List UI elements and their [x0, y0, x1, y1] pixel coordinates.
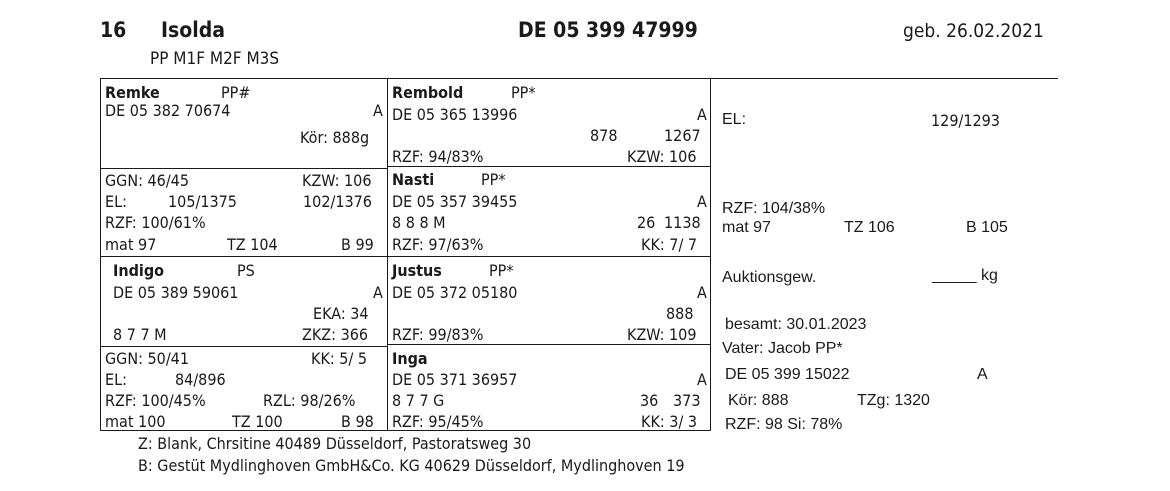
dam-dam-kk: KK: 3/ 3: [641, 412, 698, 431]
sire-ggn: GGN: 46/45: [105, 171, 189, 190]
breeder-line: Z: Blank, Chrsitine 40489 Düsseldorf, Pastoratsweg 30: [138, 434, 532, 453]
sire-mat: mat 97: [105, 235, 157, 254]
dam-tag: PS: [237, 261, 255, 280]
dam-el: 84/896: [175, 370, 226, 389]
sire-b: B 99: [341, 235, 374, 254]
dam-b: B 98: [341, 412, 374, 431]
dam-rzf: RZF: 100/45%: [105, 391, 206, 410]
sire-dam-name: Nasti: [392, 170, 435, 189]
sire-name: Remke: [105, 83, 160, 102]
dam-split-rule: [387, 344, 711, 345]
pregnancy-sire-tzg: TZg: 1320: [857, 392, 930, 409]
auction-weight-label: Auktionsgew.: [722, 269, 817, 286]
dam-rzl: RZL: 98/26%: [263, 391, 356, 410]
dam-dam-rzf: RZF: 95/45%: [392, 412, 484, 431]
sire-grade: A: [373, 101, 383, 120]
dam-sire-grade: A: [697, 283, 707, 302]
sire-reg: DE 05 382 70674: [105, 101, 231, 120]
sire-sire-n1: 878: [590, 126, 618, 145]
insemination-date: besamt: 30.01.2023: [725, 316, 867, 333]
dam-dam-grade: A: [697, 370, 707, 389]
sire-info-rule: [100, 168, 387, 169]
sire-dam-n2: 1138: [664, 213, 701, 232]
sire-sire-name: Rembold: [392, 83, 464, 102]
sire-tag: PP#: [221, 83, 251, 102]
sire-dam-n1: 26: [637, 213, 656, 232]
summary-mat: mat 97: [722, 219, 771, 236]
dam-dam-n2: 373: [673, 391, 701, 410]
pregnancy-sire-grade: A: [977, 366, 988, 383]
dam-dam-n1: 36: [640, 391, 659, 410]
sire-el-2: 102/1376: [303, 192, 372, 211]
dam-kk: KK: 5/ 5: [311, 349, 368, 368]
dam-sire-name: Justus: [392, 261, 442, 280]
dam-sire-rzf: RZF: 99/83%: [392, 325, 484, 344]
pregnancy-sire-reg: DE 05 399 15022: [725, 366, 850, 383]
sire-dam-code: 8 8 8 M: [392, 213, 446, 232]
summary-b: B 105: [966, 219, 1008, 236]
sire-sire-kzw: KZW: 106: [627, 147, 697, 166]
sire-split-rule: [387, 166, 711, 167]
sire-dam-rzf: RZF: 97/63%: [392, 235, 484, 254]
dam-name: Indigo: [113, 261, 165, 280]
dam-eka: EKA: 34: [313, 304, 369, 323]
summary-tz: TZ 106: [844, 219, 895, 236]
sire-kzw: KZW: 106: [302, 171, 372, 190]
sire-kor: Kör: 888g: [300, 128, 370, 147]
dam-tz: TZ 100: [232, 412, 283, 431]
sire-of-pregnancy: Vater: Jacob PP*: [722, 340, 843, 357]
sire-rzf: RZF: 100/61%: [105, 213, 206, 232]
sire-sire-tag: PP*: [511, 83, 536, 102]
dam-sire-n1: 888: [666, 304, 694, 323]
dam-ggn: GGN: 50/41: [105, 349, 189, 368]
dam-mat: mat 100: [105, 412, 166, 431]
owner-line: B: Gestüt Mydlinghoven GmbH&Co. KG 40629 Düsseldorf, Mydlinghoven 19: [138, 456, 685, 475]
pregnancy-sire-rzf: RZF: 98 Si: 78%: [725, 416, 843, 433]
sire-sire-n2: 1267: [664, 126, 701, 145]
dam-el-label: EL:: [105, 370, 127, 389]
summary-el: 129/1293: [931, 111, 1000, 130]
birth-date: geb. 26.02.2021: [903, 20, 1044, 42]
animal-registration: DE 05 399 47999: [518, 18, 698, 42]
dam-dam-name: Inga: [392, 349, 428, 368]
top-rule: [100, 78, 1058, 79]
middle-rule: [100, 256, 711, 257]
sire-tz: TZ 104: [227, 235, 278, 254]
sire-dam-kk: KK: 7/ 7: [641, 235, 698, 254]
column-divider-2: [710, 78, 711, 431]
sire-el-1: 105/1375: [168, 192, 237, 211]
dam-grade: A: [373, 283, 383, 302]
dam-reg: DE 05 389 59061: [113, 283, 239, 302]
genetic-codes: PP M1F M2F M3S: [150, 49, 280, 69]
sire-dam-tag: PP*: [481, 170, 506, 189]
dam-code: 8 7 7 M: [113, 325, 167, 344]
dam-sire-tag: PP*: [489, 261, 514, 280]
column-divider-1: [387, 78, 388, 431]
pregnancy-sire-kor: Kör: 888: [728, 392, 789, 409]
dam-dam-code: 8 7 7 G: [392, 391, 445, 410]
dam-info-rule: [100, 346, 387, 347]
dam-sire-kzw: KZW: 109: [627, 325, 697, 344]
sire-dam-reg: DE 05 357 39455: [392, 192, 518, 211]
sire-sire-reg: DE 05 365 13996: [392, 105, 518, 124]
sire-dam-grade: A: [697, 192, 707, 211]
summary-rzf: RZF: 104/38%: [722, 200, 826, 217]
sire-sire-grade: A: [697, 105, 707, 124]
dam-zkz: ZKZ: 366: [302, 325, 369, 344]
auction-weight-field[interactable]: _____ kg: [932, 267, 998, 284]
sire-sire-rzf: RZF: 94/83%: [392, 147, 484, 166]
animal-name: Isolda: [161, 18, 225, 42]
lot-number: 16: [100, 18, 127, 42]
left-border: [100, 78, 101, 431]
dam-dam-reg: DE 05 371 36957: [392, 370, 518, 389]
dam-sire-reg: DE 05 372 05180: [392, 283, 518, 302]
sire-el-label: EL:: [105, 192, 127, 211]
summary-el-label: EL:: [722, 111, 747, 128]
